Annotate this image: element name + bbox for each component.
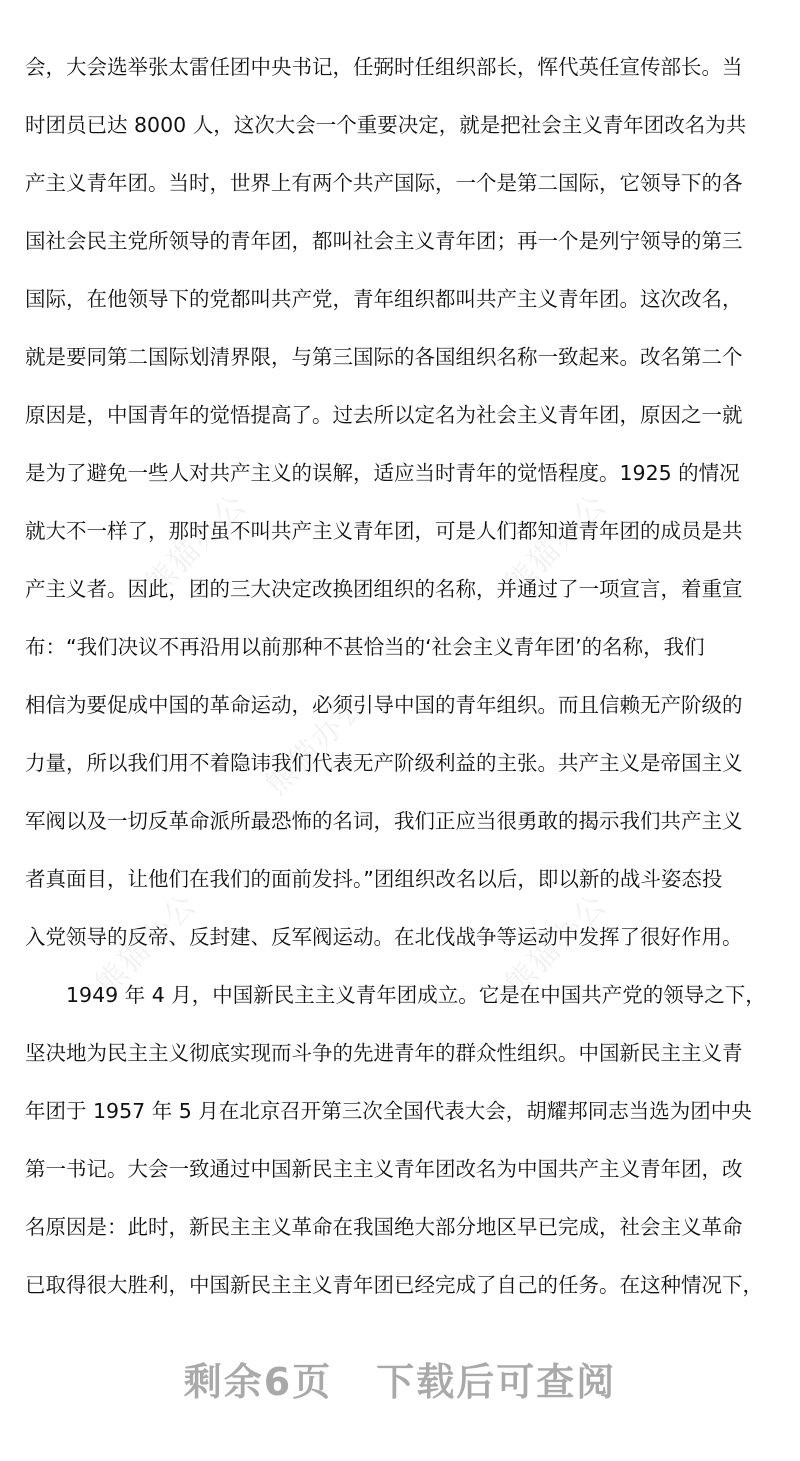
text-line: 原因是，中国青年的觉悟提高了。过去所以定名为社会主义青年团，原因之一就 [25, 403, 743, 427]
text-line: 是为了避免一些人对共产主义的误解，适应当时青年的觉悟程度。1925 的情况 [25, 461, 740, 485]
text-line: 就大不一样了，那时虽不叫共产主义青年团，可是人们都知道青年团的成员是共 [25, 519, 743, 543]
watermark: 熊猫办公 [498, 886, 615, 1003]
text-line: 坚决地为民主主义彻底实现而斗争的先进青年的群众性组织。中国新民主主义青 [25, 1041, 743, 1065]
text-line-paragraph-start: 1949 年 4 月，中国新民主主义青年团成立。它是在中国共产党的领导之下， [66, 983, 766, 1007]
remaining-pages-label: 剩余6页 [183, 1360, 333, 1404]
watermark: 熊猫办公 [498, 486, 615, 603]
text-line: 者真面目，让他们在我们的面前发抖。”团组织改名以后，即以新的战斗姿态投 [25, 867, 723, 891]
text-line: 已取得很大胜利，中国新民主主义青年团已经完成了自己的任务。在这种情况下， [25, 1273, 763, 1297]
text-line: 产主义青年团。当时，世界上有两个共产国际，一个是第二国际，它领导下的各 [25, 171, 743, 195]
text-line: 国际，在他领导下的党都叫共产党，青年组织都叫共产主义青年团。这次改名， [25, 287, 743, 311]
download-to-view-label: 下载后可查阅 [376, 1360, 617, 1404]
watermark: 熊猫办公 [258, 686, 375, 803]
text-line: 名原因是：此时，新民主主义革命在我国绝大部分地区早已完成，社会主义革命 [25, 1215, 743, 1239]
download-banner[interactable] [0, 1352, 800, 1412]
text-line: 第一书记。大会一致通过中国新民主主义青年团改名为中国共产主义青年团，改 [25, 1157, 743, 1181]
text-line: 国社会民主党所领导的青年团，都叫社会主义青年团；再一个是列宁领导的第三 [25, 229, 743, 253]
text-line: 时团员已达 8000 人，这次大会一个重要决定，就是把社会主义青年团改名为共 [25, 113, 747, 137]
text-line: 相信为要促成中国的革命运动，必须引导中国的青年组织。而且信赖无产阶级的 [25, 693, 743, 717]
text-line: 产主义者。因此，团的三大决定改换团组织的名称，并通过了一项宣言，着重宣 [25, 577, 743, 601]
text-line: 会，大会选举张太雷任团中央书记，任弼时任组织部长，恽代英任宣传部长。当 [25, 55, 743, 79]
text-line: 布：“我们决议不再沿用以前那种不甚恰当的‘社会主义青年团’的名称，我们 [25, 635, 705, 659]
text-line: 入党领导的反帝、反封建、反军阀运动。在北伐战争等运动中发挥了很好作用。 [25, 925, 743, 949]
watermark: 熊猫办公 [88, 886, 205, 1003]
text-line: 力量，所以我们用不着隐讳我们代表无产阶级利益的主张。共产主义是帝国主义 [25, 751, 743, 775]
text-line: 年团于 1957 年 5 月在北京召开第三次全国代表大会，胡耀邦同志当选为团中央 [25, 1099, 752, 1123]
text-line: 就是要同第二国际划清界限，与第三国际的各国组织名称一致起来。改名第二个 [25, 345, 743, 369]
text-line: 军阀以及一切反革命派所最恐怖的名词，我们正应当很勇敢的揭示我们共产主义 [25, 809, 743, 833]
watermark: 熊猫办公 [138, 486, 255, 603]
